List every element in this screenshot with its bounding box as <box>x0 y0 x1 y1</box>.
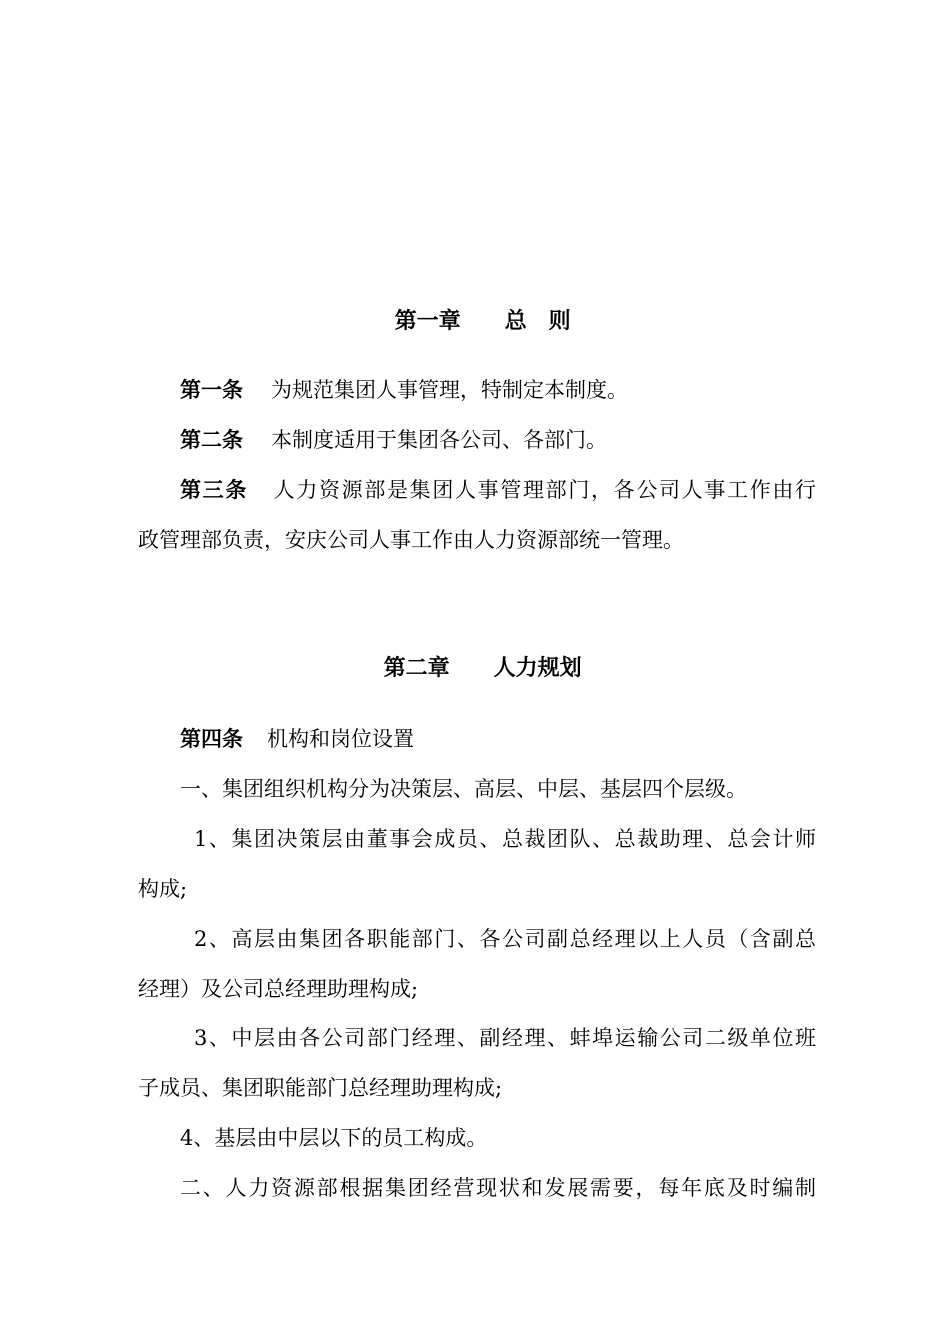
article-2 <box>180 426 607 454</box>
sub-item-1-text-line-1: 1、集团决策层由董事会成员、总裁团队、总裁助理、总会计师 <box>194 827 816 851</box>
article-3-line-1 <box>180 476 816 504</box>
sub-item-2-line-1 <box>194 925 816 953</box>
article-4 <box>180 725 414 753</box>
article-3-line-2 <box>138 526 684 554</box>
item-yi-text: 一、集团组织机构分为决策层、高层、中层、基层四个层级。 <box>180 777 747 801</box>
item-er-line-1 <box>180 1174 816 1202</box>
chapter-1-title: 总 则 <box>504 308 571 334</box>
article-1 <box>180 376 628 404</box>
sub-item-4 <box>180 1124 487 1152</box>
sub-item-1-line-1 <box>194 825 816 853</box>
sub-item-2-text-line-1: 2、高层由集团各职能部门、各公司副总经理以上人员（含副总 <box>194 927 816 951</box>
article-3-text-line-1: 人力资源部是集团人事管理部门，各公司人事工作由行 <box>272 478 816 502</box>
sub-item-1-line-2 <box>138 875 187 903</box>
item-yi <box>180 775 747 803</box>
article-3-label: 第三条 <box>180 477 248 502</box>
sub-item-2-text-line-2: 经理）及公司总经理助理构成; <box>138 977 419 1001</box>
chapter-2-title: 人力规划 <box>493 655 582 681</box>
sub-item-3-line-2 <box>138 1074 502 1102</box>
sub-item-2-line-2 <box>138 975 418 1003</box>
article-1-text: 为规范集团人事管理，特制定本制度。 <box>271 378 628 402</box>
article-3-text-line-2: 政管理部负责，安庆公司人事工作由人力资源部统一管理。 <box>138 528 684 552</box>
article-4-label: 第四条 <box>180 726 243 751</box>
sub-item-1-text-line-2: 构成; <box>138 877 188 901</box>
chapter-2-label: 第二章 <box>383 655 450 681</box>
article-2-label: 第二条 <box>180 427 243 452</box>
sub-item-3-text-line-1: 3、中层由各公司部门经理、副经理、蚌埠运输公司二级单位班 <box>194 1026 816 1050</box>
sub-item-3-line-1 <box>194 1024 816 1052</box>
sub-item-4-text: 4、基层由中层以下的员工构成。 <box>180 1126 488 1150</box>
sub-item-3-text-line-2: 子成员、集团职能部门总经理助理构成; <box>138 1076 503 1100</box>
article-4-text: 机构和岗位设置 <box>267 727 414 751</box>
chapter-1-label: 第一章 <box>394 308 461 334</box>
chapter-2-heading <box>0 623 950 683</box>
item-er-text-line-1: 二、人力资源部根据集团经营现状和发展需要，每年底及时编制 <box>180 1176 816 1200</box>
chapter-1-heading <box>0 276 950 336</box>
article-1-label: 第一条 <box>180 377 243 402</box>
article-2-text: 本制度适用于集团各公司、各部门。 <box>271 428 607 452</box>
